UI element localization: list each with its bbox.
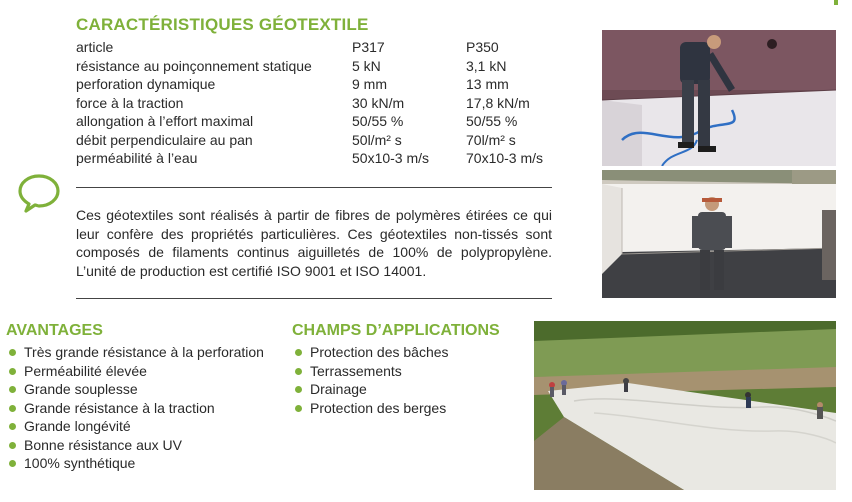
- spec-row: [76, 75, 586, 94]
- spec-value-p350: P350: [466, 39, 499, 55]
- spec-value-p317: 9 mm: [352, 76, 387, 92]
- avantages-list: [6, 343, 264, 473]
- spec-value-p350: 3,1 kN: [466, 57, 507, 74]
- spec-value-p350: 70l/m² s: [466, 131, 516, 148]
- list-item: Grande résistance à la traction: [6, 399, 264, 418]
- spec-value-p317: 50/55 %: [352, 113, 404, 129]
- spec-row: [76, 149, 586, 168]
- spec-value-p317: 50l/m² s: [352, 131, 402, 148]
- divider-bottom: [76, 298, 552, 299]
- divider-top: [76, 187, 552, 188]
- list-item: Drainage: [292, 380, 449, 399]
- list-item: Grande souplesse: [6, 380, 264, 399]
- spec-value-p350: 17,8 kN/m: [466, 94, 530, 111]
- specs-table: [76, 38, 586, 168]
- speech-bubble-icon: [16, 172, 62, 214]
- spec-label: résistance au poinçonnement statique: [76, 57, 312, 74]
- list-item: Protection des berges: [292, 399, 449, 418]
- spec-value-p350: 13 mm: [466, 76, 509, 92]
- photo-man-in-pool: [602, 170, 836, 298]
- spec-label: allongation à l’effort maximal: [76, 113, 254, 129]
- applications-list: [292, 343, 449, 417]
- spec-label: perméabilité à l’eau: [76, 150, 198, 166]
- list-item: 100% synthétique: [6, 454, 264, 473]
- spec-value-p317: 50x10-3 m/s: [352, 150, 430, 166]
- spec-label: force à la traction: [76, 94, 184, 111]
- spec-row: [76, 38, 586, 57]
- section-title-applications: CHAMPS D’APPLICATIONS: [292, 322, 500, 339]
- spec-row: [76, 94, 586, 113]
- spec-row: [76, 57, 586, 76]
- spec-value-p317: P317: [352, 39, 385, 55]
- spec-value-p317: 5 kN: [352, 57, 381, 74]
- spec-label: perforation dynamique: [76, 76, 216, 92]
- list-item: Perméabilité élevée: [6, 362, 264, 381]
- list-item: Terrassements: [292, 362, 449, 381]
- spec-value-p350: 70x10-3 m/s: [466, 150, 544, 166]
- section-title-avantages: AVANTAGES: [6, 322, 103, 339]
- list-item: Protection des bâches: [292, 343, 449, 362]
- section-title-characteristics: CARACTÉRISTIQUES GÉOTEXTILE: [76, 15, 369, 34]
- list-item: Grande longévité: [6, 417, 264, 436]
- spec-value-p317: 30 kN/m: [352, 94, 405, 111]
- corner-accent-mark: [834, 0, 838, 5]
- spec-label: article: [76, 39, 114, 55]
- photo-geotextile-field: [534, 321, 836, 490]
- list-item: Bonne résistance aux UV: [6, 436, 264, 455]
- description-paragraph: Ces géotextiles sont réalisés à partir de fibres de polymères étirées ce qui leur confère des propriétés particulières. Ces géotextiles non-tissés sont composés de filaments continus aiguilletés de 100% de polypropylène. L’unité de production est certifié ISO 9001 et ISO 14001.: [76, 207, 552, 279]
- spec-row: [76, 131, 586, 150]
- spec-row: [76, 112, 586, 131]
- spec-label: débit perpendiculaire au pan: [76, 131, 253, 148]
- spec-value-p350: 50/55 %: [466, 113, 518, 129]
- photo-pool-wall-installation: [602, 30, 836, 166]
- list-item: Très grande résistance à la perforation: [6, 343, 264, 362]
